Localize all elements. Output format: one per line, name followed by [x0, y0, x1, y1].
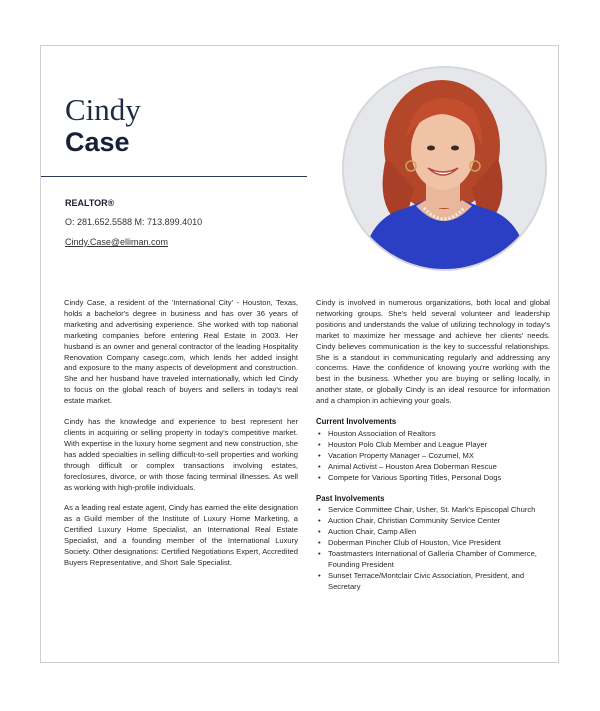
- bio-paragraph: Cindy has the knowledge and experience to best represent her clients in acquiring or selling property in today's competitive market. With expertise in the luxury home segment and new construction, she has added specialties in selling difficult-to-sell properties and working through difficult or complex transactions involving estates, foreclosures, divorce, or with those facing terminal illnesses. As well as working with high-profile individuals.: [64, 417, 298, 492]
- list-item: • Animal Activist – Houston Area Doberman Rescue: [316, 462, 550, 473]
- bio-paragraph: As a leading real estate agent, Cindy has earned the elite designation as a Guild member of the Institute of Luxury Home Marketing, a Certified Luxury Home Specialist, an International Real Estate Specialist, and a founding member of the International Luxury Society. Other designations: Certified Negotiations Expert, Accredited Buyers Representative, and Short Sale Specialist.: [64, 503, 298, 567]
- list-item: • Doberman Pincher Club of Houston, Vice President: [316, 538, 550, 549]
- role-title: REALTOR®: [65, 198, 115, 208]
- bio-page: [40, 45, 559, 663]
- list-item: • Houston Association of Realtors: [316, 429, 550, 440]
- portrait-photo: [342, 66, 547, 271]
- portrait-photo-icon: [344, 68, 545, 269]
- header-divider: [41, 176, 307, 177]
- list-item: • Vacation Property Manager – Cozumel, MX: [316, 451, 550, 462]
- bio-paragraph: Cindy Case, a resident of the 'International City' - Houston, Texas, holds a bachelor's degree in business and has over 36 years of marketing and advertising experience. She worked with top national marketing companies before entering Real Estate in 2003. Her husband is an owner and general contractor of the leading Hospitality Renovation Company casegc.com, which lends her added insight and exposure to the many aspects of development and construction. She and her husband have traveled internationally, which led Cindy to focus on the global reach of buyers and sellers in today's real estate market.: [64, 298, 298, 406]
- phone-numbers: O: 281.652.5588 M: 713.899.4010: [65, 217, 203, 227]
- list-item: • Auction Chair, Christian Community Service Center: [316, 516, 550, 527]
- list-item: • Compete for Various Sporting Titles, Personal Dogs: [316, 473, 550, 484]
- bio-paragraph: Cindy is involved in numerous organizations, both local and global networking groups. She's held several volunteer and leadership positions and understands the value of utilizing technology in today's market to maximize her message and achieve her clients' needs. Cindy believes communication is the key to successful relationships. She is a standout in communicating regularly and addressing any concerns. Have the confidence of knowing you're working with the best in the business. Whether you are buying or selling locally, in another state, or globally Cindy is an ideal resource for information and a champion in achieving your goals.: [316, 298, 550, 406]
- first-name: Cindy: [65, 92, 141, 127]
- email-link[interactable]: Cindy.Case@elliman.com: [65, 237, 169, 247]
- list-item: • Auction Chair, Camp Allen: [316, 527, 550, 538]
- left-column: [64, 298, 298, 579]
- past-involvements-title: Past Involvements: [316, 493, 385, 503]
- current-involvements-list: [316, 429, 550, 484]
- current-involvements-title: Current Involvements: [316, 417, 397, 427]
- list-item: • Service Committee Chair, Usher, St. Mark's Episcopal Church: [316, 505, 550, 516]
- right-column: [316, 298, 550, 603]
- past-involvements-list: [316, 505, 550, 592]
- list-item: • Toastmasters International of Galleria Chamber of Commerce, Founding President: [316, 549, 550, 571]
- last-name: Case: [65, 127, 130, 157]
- list-item: • Houston Polo Club Member and League Player: [316, 440, 550, 451]
- list-item: • Sunset Terrace/Montclair Civic Association, President, and Secretary: [316, 571, 550, 593]
